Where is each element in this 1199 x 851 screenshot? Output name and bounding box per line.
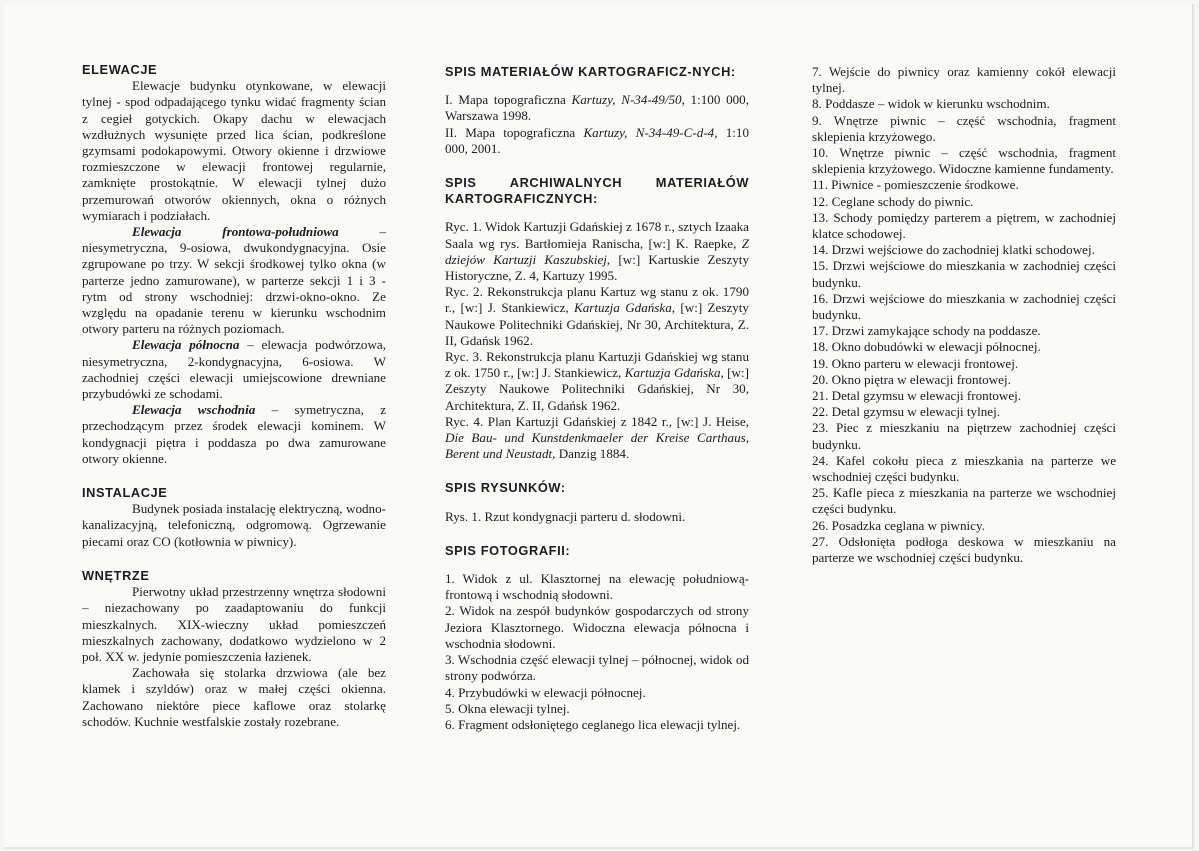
section-heading-fotografie: SPIS FOTOGRAFII: [445, 542, 571, 558]
item-text: [w:] Zeszyty Naukowe Politechniki Gdańskiej, Nr 30, Architektura, Z. II, Gdańsk 1962. [445, 365, 749, 413]
list-item: 1. Widok z ul. Klasztornej na elewację południową-frontową i wschodnią słodowni. [445, 571, 749, 603]
list-item: 25. Kafle pieca z mieszkania na parterze we wschodniej części budynku. [812, 485, 1116, 517]
item-text: Ryc. 3. Rekonstrukcja planu Kartuzji Gdańskiej wg stanu z ok. 1750 r., [w:] J. Stankiewicz, [445, 349, 749, 381]
list-item: 16. Drzwi wejściowe do mieszkania w zachodniej części budynku. [812, 290, 1116, 323]
item-title: Z dziejów Kartuzji Kaszubskiej, [445, 235, 749, 267]
spacer [445, 462, 749, 480]
paragraph: Budynek posiada instalację elektryczną, wodno-kanalizacyjną, telefoniczną, odgromową. Ogrzewanie piecami oraz CO (kotłownia w piwnicy). [82, 501, 386, 549]
list-item: 4. Przybudówki w elewacji północnej. [445, 684, 646, 700]
section-heading-mapy: SPIS MATERIAŁÓW KARTOGRAFICZ-NYCH: [445, 64, 736, 79]
list-item: 8. Poddasze – widok w kierunku wschodnim. [812, 96, 1050, 112]
section-heading-elewacje: ELEWACJE [82, 62, 158, 77]
list-item [445, 349, 749, 414]
paragraph [82, 224, 386, 337]
paragraph: Pierwotny układ przestrzenny wnętrza słodowni – niezachowany po zaadaptowaniu do funkcji mieszkalnych. XIX-wieczny układ pomieszczeń mieszkalnych zachowany, dodatkowo wydzielono w 2 poł. XX w. jedynie pomieszczenia łazienek. [82, 584, 386, 664]
list-item: 10. Wnętrze piwnic – część wschodnia, fragment sklepienia krzyżowego. Widoczne kamienne fundamenty. [812, 145, 1116, 177]
section-heading-rysunki: SPIS RYSUNKÓW: [445, 480, 566, 496]
item-text: Ryc. 2. Rekonstrukcja planu Kartuz wg stanu z ok. 1790 r., [w:] J. Stankiewicz, [445, 284, 749, 316]
item-text: Danzig 1884. [555, 446, 630, 462]
item-title: Kartuzy, N-34-49-C-d-4, [583, 124, 718, 140]
list-item: 18. Okno dobudówki w elewacji północnej. [812, 339, 1041, 355]
list-item: 12. Ceglane schody do piwnic. [812, 193, 974, 209]
item-title: Kartuzy, N-34-49/50, [571, 92, 685, 108]
list-item: 5. Okna elewacji tylnej. [445, 700, 570, 716]
list-item: 17. Drzwi zamykające schody na poddasze. [812, 323, 1041, 339]
list-item: 11. Piwnice - pomieszczenie środkowe. [812, 177, 1019, 193]
paragraph-lead: Elewacja północna [132, 337, 240, 353]
list-item: 3. Wschodnia część elewacji tylnej – północnej, widok od strony podwórza. [445, 652, 749, 684]
paragraph-lead: Elewacja wschodnia [132, 402, 256, 418]
paragraph [82, 402, 386, 467]
item-text: I. Mapa topograficzna [445, 92, 572, 108]
section-heading-wnetrze: WNĘTRZE [82, 567, 150, 583]
section-heading-instalacje: INSTALACJE [82, 485, 168, 501]
list-item: 15. Drzwi wejściowe do mieszkania w zachodniej części budynku. [812, 258, 1116, 290]
list-item: 22. Detal gzymsu w elewacji tylnej. [812, 404, 1000, 420]
spacer [82, 550, 386, 568]
paragraph-lead: Elewacja frontowa-południowa [132, 224, 339, 240]
item-text: Ryc. 1. Widok Kartuzji Gdańskiej z 1678 r., sztych Izaaka Saala wg rys. Bartłomieja Ranischa, [w:] K. Raepke, [445, 219, 749, 251]
spacer [82, 467, 386, 485]
list-item: 23. Piec z mieszkaniu na piętrzew zachodniej części budynku. [812, 420, 1116, 452]
item-text: Ryc. 4. Plan Kartuzji Gdańskiej z 1842 r., [w:] J. Heise, [445, 413, 749, 429]
column-middle [445, 64, 749, 733]
list-item [445, 219, 749, 284]
list-item [445, 125, 749, 157]
item-text: [w:] Zeszyty Naukowe Politechniki Gdańskiej, Nr 30, Architektura, Z. II, Gdańsk 1962. [445, 300, 749, 348]
list-item: 7. Wejście do piwnicy oraz kamienny cokół elewacji tylnej. [812, 64, 1116, 96]
paragraph-body: – elewacja podwórzowa, niesymetryczna, 2-kondygnacyjna, 6-osiowa. W zachodniej części elewacji umiejscowione drewniane przybudówki ze schodami. [82, 337, 386, 402]
item-title: Kartuzja Gdańska, [574, 300, 676, 316]
spacer [445, 157, 749, 175]
list-item [445, 92, 749, 124]
spacer [445, 207, 749, 219]
list-item: 6. Fragment odsłoniętego ceglanego lica elewacji tylnej. [445, 716, 741, 732]
item-title: Kartuzja Gdańska, [624, 365, 724, 381]
paragraph: Zachowała się stolarka drzwiowa (ale bez klamek i szyldów) oraz w małej części okienna. Zachowano niektóre piece kaflowe oraz stolarkę schodów. Kuchnie westfalskie zostały rozebrane. [82, 665, 386, 729]
spacer [445, 80, 749, 92]
column-left [82, 62, 386, 730]
list-item: 13. Schody pomiędzy parterem a piętrem, w zachodniej klatce schodowej. [812, 209, 1116, 242]
paragraph-body: – symetryczna, z przechodzącym przez środek elewacji kominem. W kondygnacji piętra i poddasza po dwa zamurowane otwory okienne. [82, 402, 387, 466]
list-item: 27. Odsłonięta podłoga deskowa w mieszkaniu na parterze we wschodniej części budynku. [812, 533, 1116, 566]
list-item: 19. Okno parteru w elewacji frontowej. [812, 355, 1019, 371]
list-item: Rys. 1. Rzut kondygnacji parteru d. słodowni. [445, 508, 686, 524]
item-text: II. Mapa topograficzna [445, 124, 584, 140]
list-item: 9. Wnętrze piwnic – część wschodnia, fragment sklepienia krzyżowego. [812, 112, 1116, 144]
paragraph-body: – niesymetryczna, 9-osiowa, dwukondygnacyjna. Osie zgrupowane po trzy. W sekcji środkowej tylko okna (w parterze jedno zamurowane), w parterze sekcji 1 i 3 - rytm od strony wschodniej: drzwi-okno-okno. Ze względu na opadanie terenu w kierunku wschodnim otwory parteru na różnych poziomach. [82, 224, 386, 337]
document-page [4, 4, 1194, 849]
spacer [445, 559, 749, 571]
paragraph [82, 337, 386, 402]
spacer [445, 497, 749, 509]
item-text: 1:10 000, 2001. [445, 124, 749, 156]
list-item: 21. Detal gzymsu w elewacji frontowej. [812, 388, 1022, 404]
list-item [445, 284, 749, 349]
item-text: [w:] Kartuskie Zeszyty Historyczne, Z. 4, Kartuzy 1995. [445, 251, 749, 284]
list-item [445, 414, 749, 463]
list-item: 24. Kafel cokołu pieca z mieszkania na parterze we wschodniej części budynku. [812, 452, 1116, 485]
section-heading-archiwalne: SPIS ARCHIWALNYCH MATERIAŁÓW KARTOGRAFICZNYCH: [445, 175, 749, 207]
spacer [445, 525, 749, 543]
list-item: 14. Drzwi wejściowe do zachodniej klatki schodowej. [812, 242, 1095, 258]
list-item: 20. Okno piętra w elewacji frontowej. [812, 371, 1011, 387]
item-text: 1:100 000, Warszawa 1998. [445, 92, 749, 124]
item-title: Die Bau- und Kunstdenkmaeler der Kreise Carthaus, Berent und Neustadt, [445, 430, 749, 462]
paragraph: Elewacje budynku otynkowane, w elewacji tylnej - spod odpadającego tynku widać fragmenty ścian z cegieł gotyckich. Okapy dachu w elewacjach wzdłużnych wysunięte przed lica ścian, podkreślone gzymsami podokapowymi. Otwory okienne i drzwiowe rozmieszczone w elewacji frontowej regularnie, zamknięte prostokątnie. W elewacji tylnej dużo przemurowań otworów okiennych, okna o różnych wymiarach i podziałach. [82, 78, 386, 223]
list-item: 26. Posadzka ceglana w piwnicy. [812, 517, 985, 533]
column-right [812, 64, 1116, 566]
list-item: 2. Widok na zespół budynków gospodarczych od strony Jeziora Klasztornego. Widoczna elewacja północna i wschodnia słodowni. [445, 603, 749, 651]
